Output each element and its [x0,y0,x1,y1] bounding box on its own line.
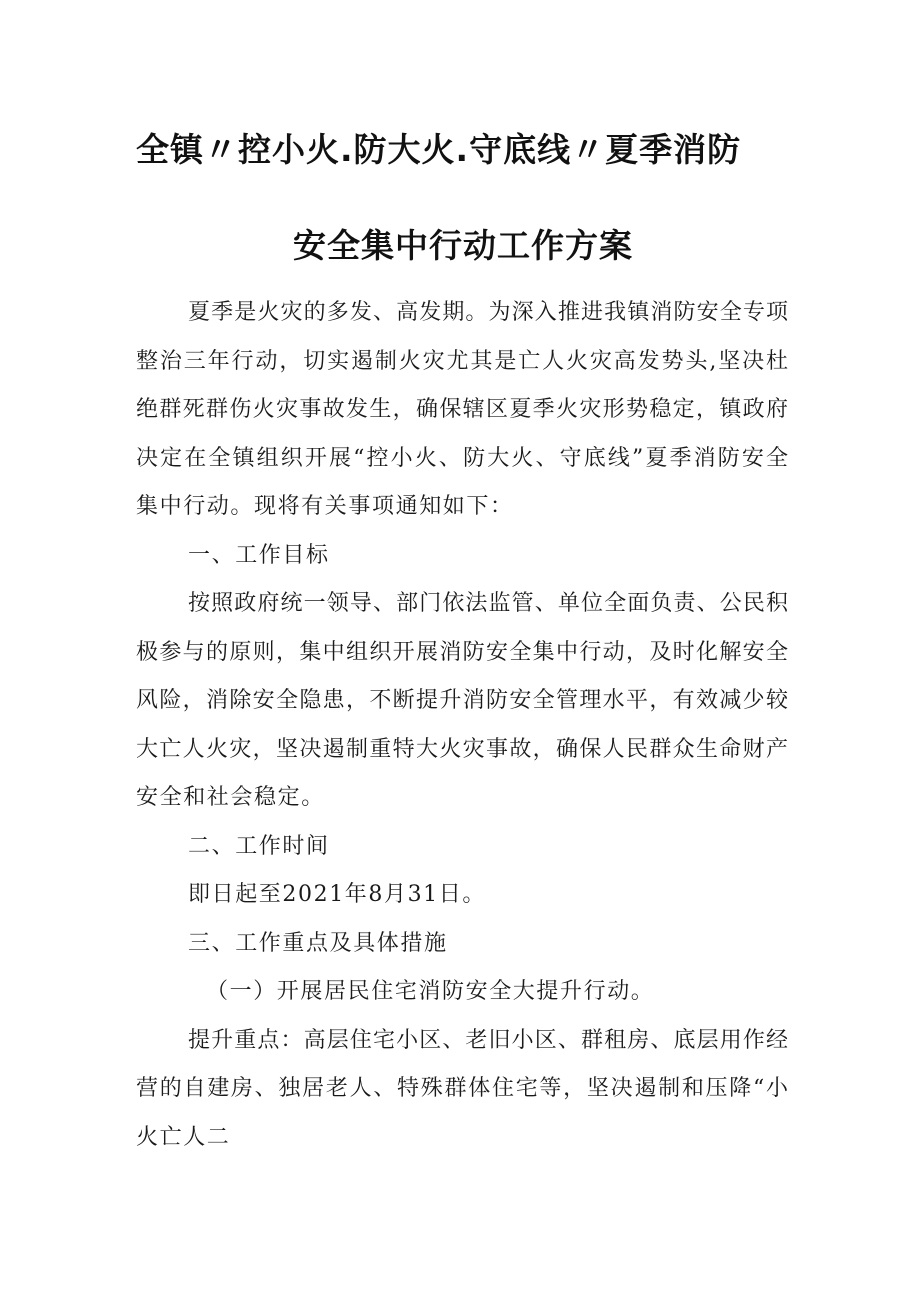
section-3-line-1: 提升重点：高层住宅小区、老旧小区、群租房、底层用作经 [188,1028,788,1053]
section-1-line-4: 大亡人火灾，坚决遏制重特大火灾事故，确保人民群众生命财产 [136,737,788,762]
section-3-subheading-1: （一）开展居民住宅消防安全大提升行动。 [206,979,655,1004]
section-1-heading: 一、工作目标 [188,543,330,568]
section-3-heading: 三、工作重点及具体措施 [188,931,448,956]
section-2-heading: 二、工作时间 [188,834,330,859]
intro-line-5: 集中行动。现将有关事项通知如下： [136,494,514,519]
section-1-line-2: 极参与的原则，集中组织开展消防安全集中行动，及时化解安全 [136,640,788,665]
section-1-line-1: 按照政府统一领导、部门依法监管、单位全面负责、公民积 [188,591,788,616]
section-3-line-2: 营的自建房、独居老人、特殊群体住宅等，坚决遏制和压降“小 [136,1076,788,1101]
section-1-line-3: 风险，消除安全隐患，不断提升消防安全管理水平，有效减少较 [136,688,788,713]
section-3-line-3: 火亡人二 [136,1125,231,1150]
document-title-line-2: 安全集中行动工作方案 [293,226,633,265]
intro-line-1: 夏季是火灾的多发、高发期。为深入推进我镇消防安全专项 [188,300,788,325]
document-title-line-1: 全镇〃控小火.防大火.守底线〃夏季消防 [136,130,742,169]
section-2-text: 即日起至2021年8月31日。 [188,882,486,907]
section-1-line-5: 安全和社会稳定。 [136,785,325,810]
intro-line-2: 整治三年行动，切实遏制火灾尤其是亡人火灾高发势头,坚决杜 [136,349,788,374]
intro-line-4: 决定在全镇组织开展“控小火、防大火、守底线”夏季消防安全 [136,446,788,471]
intro-line-3: 绝群死群伤火灾事故发生，确保辖区夏季火灾形势稳定，镇政府 [136,397,788,422]
